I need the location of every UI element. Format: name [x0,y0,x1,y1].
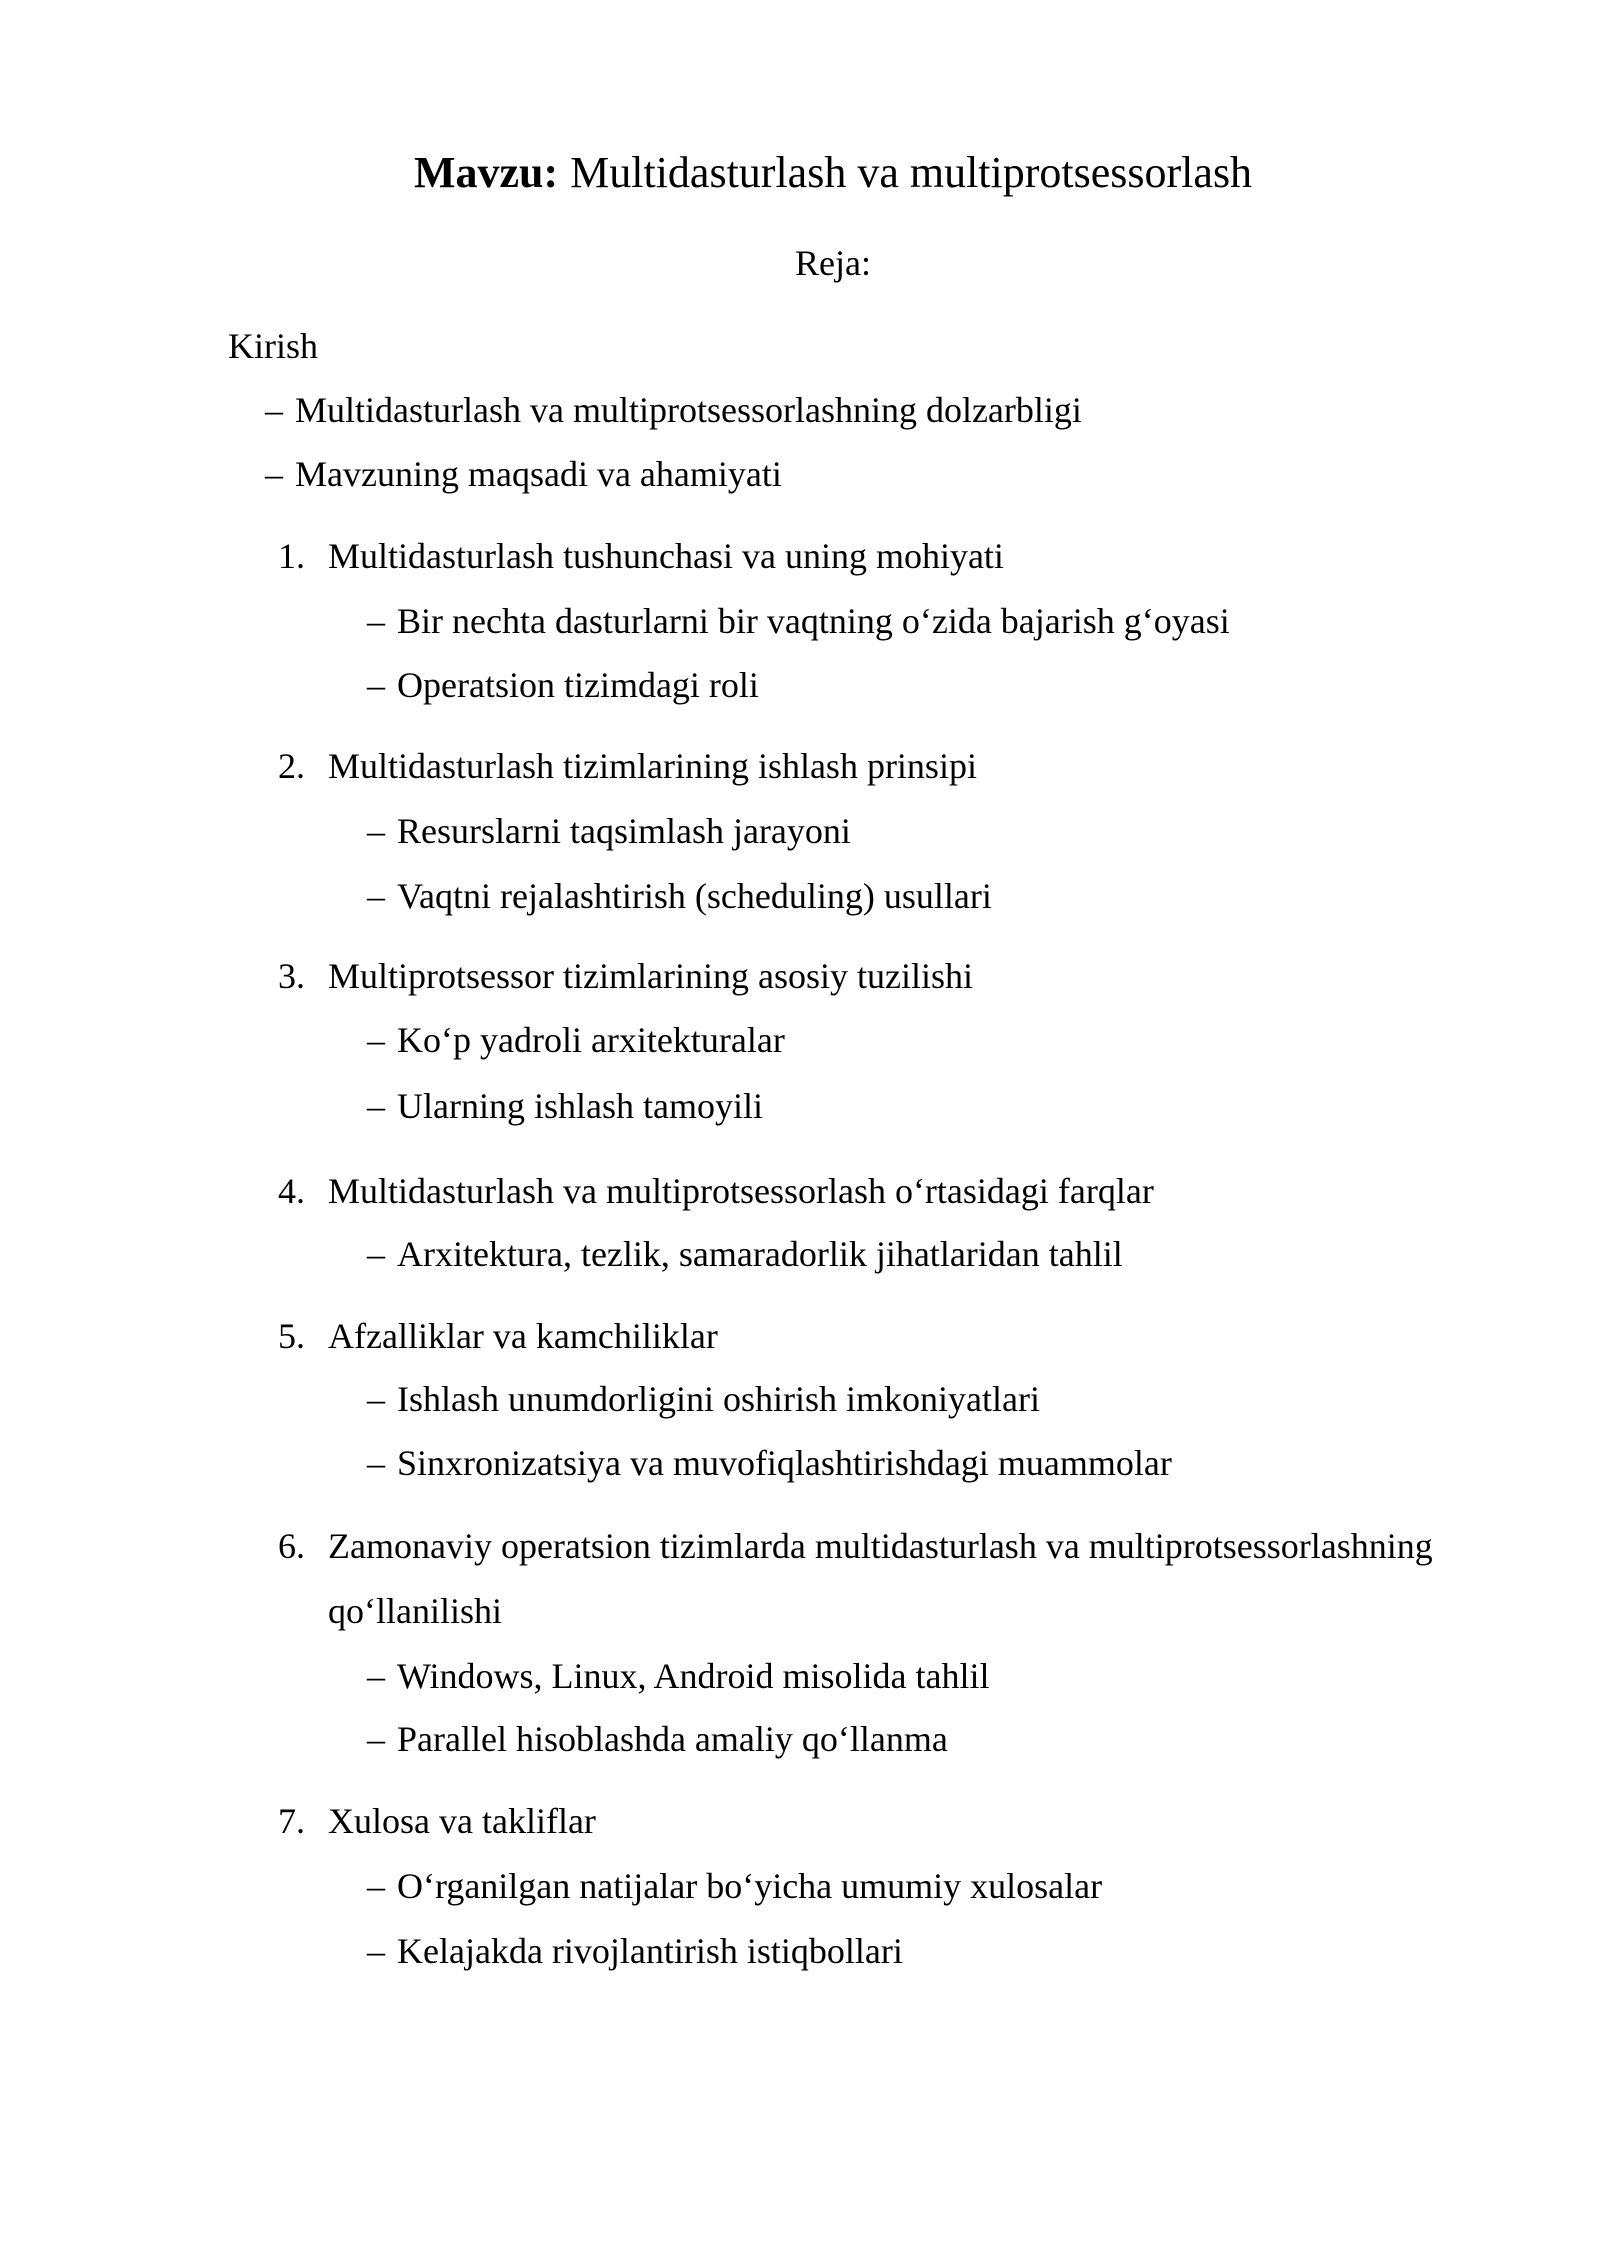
section-bullet-item [367,1379,1040,1420]
bullet-dash: – [367,1020,385,1060]
section-title: Multidasturlash tizimlarining ishlash prinsipi [328,746,977,786]
bullet-dash: – [367,1656,385,1696]
bullet-text: Bir nechta dasturlarni bir vaqtning o‘zida bajarish g‘oyasi [397,601,1230,641]
section-bullet-item [367,811,851,852]
title-text: Multidasturlash va multiprotsessorlash [570,148,1253,197]
bullet-dash: – [367,876,385,916]
section-bullet-item [367,665,759,706]
bullet-text: Mavzuning maqsadi va ahamiyati [295,454,782,494]
bullet-dash: – [367,665,385,705]
section-number: 6. [278,1526,305,1566]
section-heading [278,1801,596,1842]
section-heading [278,1316,718,1357]
bullet-text: Ishlash unumdorligini oshirish imkoniyatlari [397,1379,1040,1419]
section-title: Afzalliklar va kamchiliklar [328,1316,718,1356]
section-bullet-item [367,1656,990,1697]
bullet-text: Resurslarni taqsimlash jarayoni [397,811,851,851]
section-bullet-item [367,1020,785,1061]
subtitle: Reja: [795,243,871,283]
bullet-text: Arxitektura, tezlik, samaradorlik jihatlaridan tahlil [397,1234,1123,1274]
bullet-text: Parallel hisoblashda amaliy qo‘llanma [397,1719,948,1759]
intro-bullet-item [265,390,1082,431]
section-title: Multidasturlash tushunchasi va uning mohiyati [328,536,1004,576]
section-bullet-item [367,601,1230,642]
section-bullet-item [367,1443,1172,1484]
intro-heading: Kirish [228,326,318,366]
title-label: Mavzu: [413,148,559,197]
bullet-text: Vaqtni rejalashtirish (scheduling) usullari [397,876,992,916]
bullet-text: O‘rganilgan natijalar bo‘yicha umumiy xulosalar [397,1866,1103,1906]
bullet-text: Windows, Linux, Android misolida tahlil [397,1656,990,1696]
section-bullet-item [367,1719,948,1760]
bullet-dash: – [367,1234,385,1274]
section-bullet-item [367,1931,903,1972]
section-number: 7. [278,1801,305,1841]
section-number: 5. [278,1316,305,1356]
bullet-dash: – [265,390,283,430]
bullet-dash: – [265,454,283,494]
bullet-dash: – [367,1086,385,1126]
section-number: 1. [278,536,305,576]
intro-bullet-item [265,454,782,495]
bullet-text: Operatsion tizimdagi roli [397,665,759,705]
section-heading [278,536,1004,577]
bullet-text: Ularning ishlash tamoyili [397,1086,763,1126]
section-title: Xulosa va takliflar [328,1801,596,1841]
bullet-dash: – [367,811,385,851]
bullet-text: Kelajakda rivojlantirish istiqbollari [397,1931,903,1971]
document-title [233,148,1433,199]
section-heading [278,1526,1433,1567]
section-heading [278,956,973,997]
section-bullet-item [367,1086,763,1127]
bullet-dash: – [367,1719,385,1759]
section-title-continuation: qo‘llanilishi [328,1591,502,1631]
section-title: Multidasturlash va multiprotsessorlash o‘rtasidagi farqlar [328,1171,1154,1211]
section-number: 3. [278,956,305,996]
section-bullet-item [367,876,992,917]
bullet-text: Sinxronizatsiya va muvofiqlashtirishdagi muammolar [397,1443,1172,1483]
section-bullet-item [367,1234,1123,1275]
bullet-text: Multidasturlash va multiprotsessorlashning dolzarbligi [295,390,1082,430]
section-title: Zamonaviy operatsion tizimlarda multidasturlash va multiprotsessorlashning [328,1526,1433,1566]
bullet-text: Ko‘p yadroli arxitekturalar [397,1020,785,1060]
bullet-dash: – [367,601,385,641]
bullet-dash: – [367,1866,385,1906]
bullet-dash: – [367,1379,385,1419]
section-heading [278,1171,1154,1212]
bullet-dash: – [367,1443,385,1483]
section-number: 2. [278,746,305,786]
section-title: Multiprotsessor tizimlarining asosiy tuzilishi [328,956,973,996]
bullet-dash: – [367,1931,385,1971]
section-bullet-item [367,1866,1102,1907]
section-number: 4. [278,1171,305,1211]
section-heading [278,746,977,787]
